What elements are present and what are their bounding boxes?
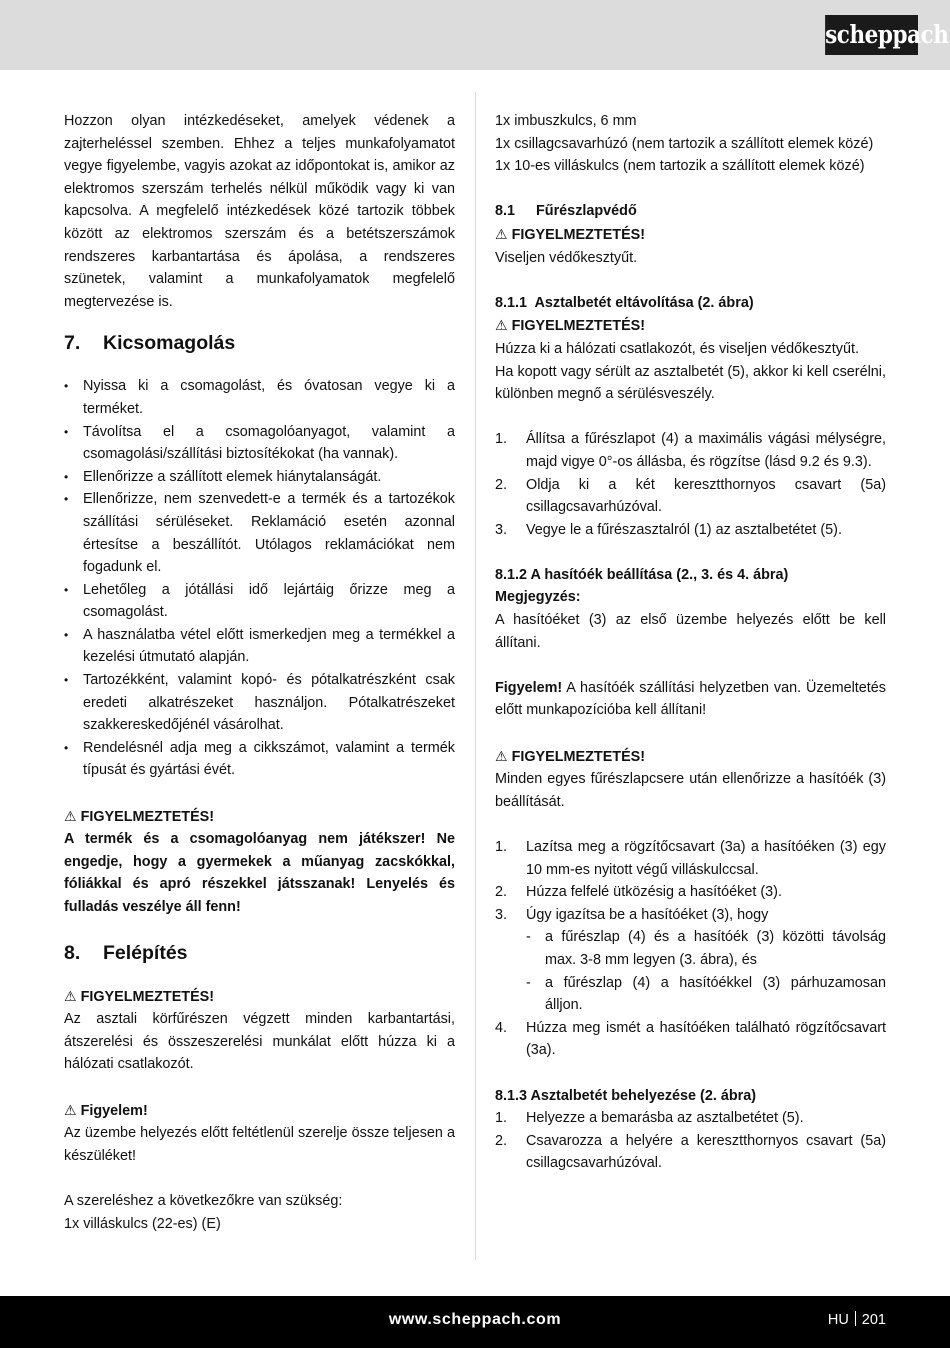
attention-paragraph: Figyelem! A hasítóék szállítási helyzetben van. Üzemeltetés előtt munkapozícióba kell állítani! [495,679,886,719]
attention-heading: ⚠ Figyelem! [64,1101,148,1119]
list-item: - a fűrészlap (4) a hasítóékkel (3) párhuzamosan álljon. [526,974,886,1014]
warning-triangle-icon: ⚠ [495,317,508,334]
column-divider [475,92,476,1260]
packaging-warning-text: A termék és a csomagolóanyag nem játékszer! Ne engedje, hogy a gyermekek a műanyag zacskókkal, fóliákkal és apró részekkel játsszanak! Lenyelés és fulladás veszélye áll fenn! [64,831,455,915]
requirement-item: 1x csillagcsavarhúzó (nem tartozik a szállított elemek közé) [495,135,874,152]
warning-heading: ⚠ FIGYELMEZTETÉS! [495,747,646,765]
scheppach-logo: scheppach [825,15,918,55]
riving-knife-note: A hasítóéket (3) az első üzembe helyezés előtt be kell állítani. [495,612,886,651]
warning-heading: ⚠ FIGYELMEZTETÉS! [495,225,646,243]
list-item: • Lehetőleg a jótállási idő lejártáig őrizze meg a csomagolást. [64,579,455,624]
riving-knife-warning-text: Minden egyes fűrészlapcsere után ellenőrizze a hasítóék (3) beállítását. [495,771,886,810]
page-number: HU 201 [827,1312,886,1328]
unplug-warning-text: Húzza ki a hálózati csatlakozót, és viseljen védőkesztyűt. [495,340,859,357]
warning-triangle-icon: ⚠ [495,747,508,764]
section-7-heading: 7. Kicsomagolás [64,332,236,355]
requirements-intro: A szereléshez a következőkre van szükség: [64,1192,343,1209]
list-item: • Tartozékként, valamint kopó- és pótalkatrészként csak eredeti alkatrészeket használjon. Pótalkatrészeket szakkereskedőjénél vásárolhat. [64,669,455,737]
list-item: 1. Lazítsa meg a rögzítőcsavart (3a) a hasítóéken (3) egy 10 mm-es nyitott végű villáskulccsal. [495,839,886,878]
warning-heading: ⚠ FIGYELMEZTETÉS! [64,987,215,1005]
warning-heading: ⚠ FIGYELMEZTETÉS! [495,317,646,335]
list-item: 2. Oldja ki a két keresztthornyos csavart (5a) csillagcsavarhúzóval. [495,476,886,516]
list-item: • Ellenőrizze, nem szenvedett-e a termék és a tartozékok szállítási sérüléseket. Reklamáció esetén azonnal értesítse a beszállítót. Utólagos reklamációkat nem fogadunk el. [64,488,455,578]
attention-text: Az üzembe helyezés előtt feltétlenül szerelje össze teljesen a készüléket! [64,1125,455,1164]
gloves-warning-text: Viseljen védőkesztyűt. [495,249,638,266]
footer-bar [0,1296,950,1348]
warning-triangle-icon: ⚠ [64,807,77,824]
list-item: • Ellenőrizze a szállított elemek hiánytalanságát. [64,466,455,489]
section-8-1-3-heading: 8.1.3 Asztalbetét behelyezése (2. ábra) [495,1087,757,1104]
note-label: Megjegyzés: [495,589,581,606]
requirement-item: 1x 10-es villáskulcs (nem tartozik a szállított elemek közé) [495,158,865,175]
insertion-steps [495,1107,886,1175]
noise-paragraph: Hozzon olyan intézkedéseket, amelyek védenek a zajterheléssel szemben. Ehhez a teljes munkafolyamatot vegye figyelembe, vagyis azokat az időpontokat is, amikor az elektromos szerszám terhelés nélkül működik vagy ki van kapcsolva. A megfelelő intézkedések közé tartozik többek között az elektromos szerszám és a betétszerszámok rendszeres karbantartása és ápolása, a rendszeres szünetek, valamint a munkafolyamatok megfelelő megtervezése is. [64,113,455,310]
list-item: 4. Húzza meg ismét a hasítóéken található rögzítőcsavart (3a). [495,1019,886,1059]
list-item: • Távolítsa el a csomagolóanyagot, valamint a csomagolási/szállítási biztosítékokat (ha vannak). [64,421,455,466]
adjustment-steps [495,836,886,1062]
requirement-item: 1x imbuszkulcs, 6 mm [495,113,637,129]
list-item: • A használatba vétel előtt ismerkedjen meg a termékkel a kezelési útmutató alapján. [64,624,455,669]
list-item: - a fűrészlap (4) és a hasítóék (3) közötti távolság max. 3-8 mm legyen (3. ábra), és [526,929,886,968]
warning-heading: ⚠ FIGYELMEZTETÉS! [64,807,215,825]
warning-triangle-icon: ⚠ [64,1101,77,1118]
list-item: 1. Állítsa a fűrészlapot (4) a maximális vágási mélységre, majd vigye 0°-os állásba, és rögzítse (lásd 9.2 és 9.3). [495,431,886,470]
list-item: 2. Csavarozza a helyére a keresztthornyos csavart (5a) csillagcsavarhúzóval. [495,1132,886,1172]
section-8-1-1-heading: 8.1.1 Asztalbetét eltávolítása (2. ábra) [495,294,754,311]
assembly-warning-text: Az asztali körfűrészen végzett minden karbantartási, átszerelési és összeszerelési munkálat előtt húzza ki a hálózati csatlakozót. [64,1011,455,1073]
section-8-1-2-heading: 8.1.2 A hasítóék beállítása (2., 3. és 4. ábra) [495,566,789,583]
warning-triangle-icon: ⚠ [495,225,508,242]
requirement-item: 1x villáskulcs (22-es) (E) [64,1215,221,1232]
adjustment-sublist [526,926,886,1016]
header-bar [0,0,950,70]
table-insert-note: Ha kopott vagy sérült az asztalbetét (5), akkor ki kell cserélni, különben megnő a sérülésveszély. [495,363,886,403]
unpacking-list [64,375,455,782]
list-item: 3. Vegye le a fűrészasztalról (1) az asztalbetétet (5). [495,521,842,538]
list-item: • Nyissa ki a csomagolást, és óvatosan vegye ki a terméket. [64,375,455,420]
list-item: 2. Húzza felfelé ütközésig a hasítóéket (3). [495,884,782,901]
left-column [64,110,455,1235]
removal-steps [495,428,886,541]
right-column [495,110,886,1175]
section-8-heading: 8. Felépítés [64,941,188,964]
list-item: 3. Úgy igazítsa be a hasítóéket (3), hogy - a fűrészlap (4) és a hasítóék (3) közötti távolság max. 3-8 mm legyen (3. ábra), és - a fűrészlap (4) a hasítóékkel (3) párhuzamosan álljon. [495,904,886,1017]
website-link[interactable]: www.scheppach.com [388,1311,562,1328]
list-item: 1. Helyezze a bemarásba az asztalbetétet (5). [495,1110,804,1127]
list-item: • Rendelésnél adja meg a cikkszámot, valamint a termék típusát és gyártási évét. [64,737,455,782]
warning-triangle-icon: ⚠ [64,987,77,1004]
section-8-1-heading: 8.1 Fűrészlapvédő [495,203,637,220]
